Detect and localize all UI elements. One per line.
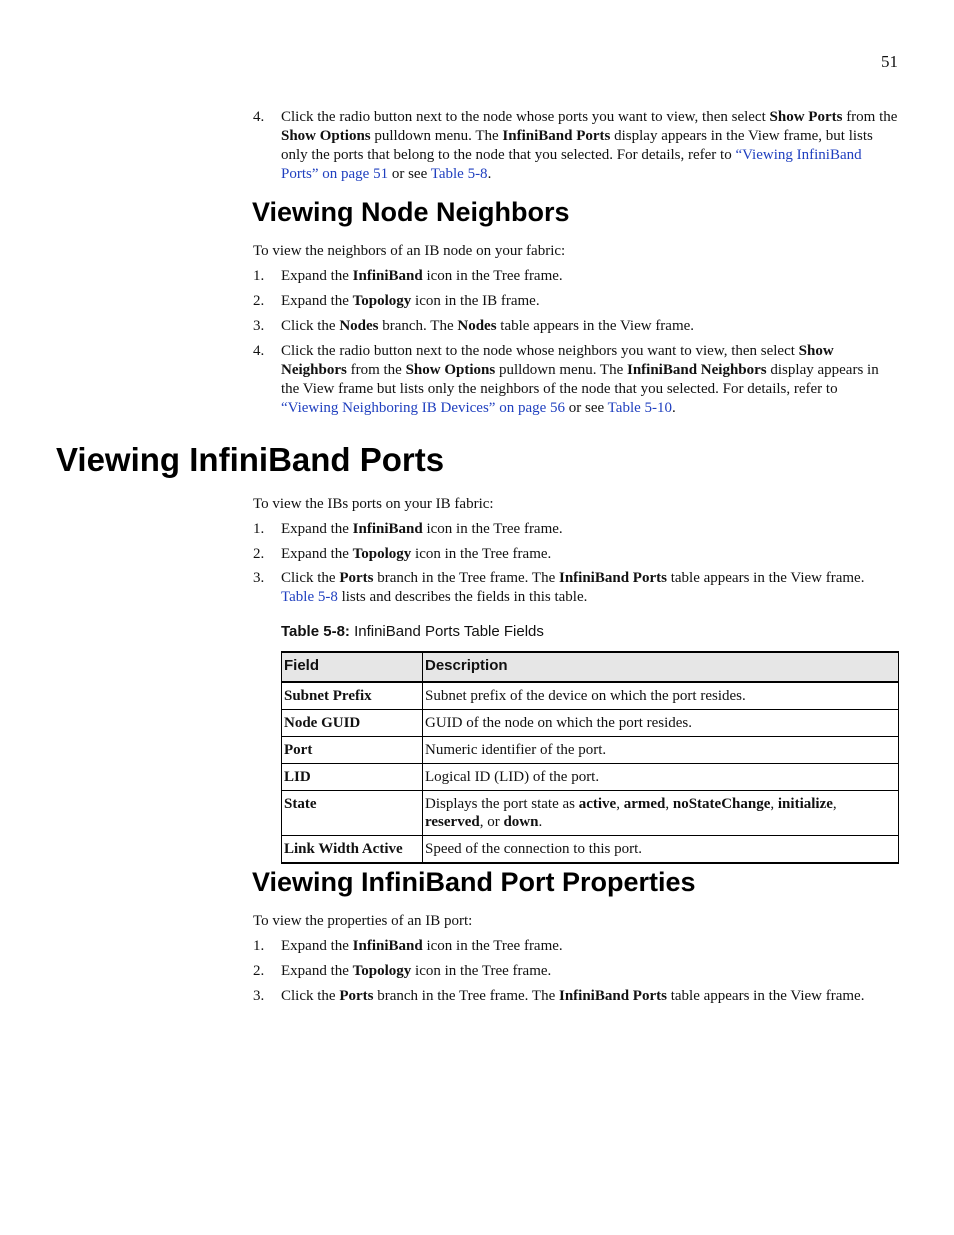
step-number: 2.	[253, 963, 265, 979]
text: branch in the Tree frame. The	[373, 570, 559, 586]
text: icon in the Tree frame.	[422, 268, 563, 284]
neighbors-step-2	[253, 292, 898, 311]
table-row	[282, 791, 899, 836]
step-text	[281, 962, 898, 981]
ports-step-2	[253, 545, 898, 564]
field-cell: State	[282, 791, 423, 836]
step-text	[281, 520, 898, 539]
text: Expand the	[281, 268, 353, 284]
ui-term: InfiniBand Ports	[559, 570, 667, 586]
neighbors-step-1	[253, 267, 898, 286]
text: Expand the	[281, 938, 353, 954]
ui-term: InfiniBand Ports	[559, 988, 667, 1004]
step-number: 3.	[253, 988, 265, 1004]
text: Expand the	[281, 293, 353, 309]
neighbors-step-3	[253, 317, 898, 336]
ui-term: Show Options	[281, 128, 371, 144]
ui-term: Nodes	[339, 318, 379, 334]
text: Expand the	[281, 521, 353, 537]
field-cell: Subnet Prefix	[282, 682, 423, 710]
table-row	[282, 737, 899, 764]
step-number: 1.	[253, 268, 265, 284]
caption-label: Table 5-8:	[281, 623, 350, 640]
step-text	[281, 317, 898, 336]
ui-term: Topology	[352, 546, 412, 562]
step-number: 2.	[253, 546, 265, 562]
ui-term: InfiniBand Ports	[502, 128, 611, 144]
text: ,	[616, 796, 624, 812]
table-row	[282, 764, 899, 791]
text: lists and describes the fields in this table.	[337, 589, 588, 605]
field-cell: Link Width Active	[282, 836, 423, 864]
properties-step-1	[253, 937, 898, 956]
ui-term: InfiniBand	[352, 938, 423, 954]
description-cell	[423, 791, 899, 836]
field-cell: Node GUID	[282, 710, 423, 737]
step-text	[281, 937, 898, 956]
heading-viewing-infiniband-port-properties: Viewing InfiniBand Port Properties	[252, 867, 696, 897]
field-cell: LID	[282, 764, 423, 791]
text: icon in the Tree frame.	[411, 963, 552, 979]
text: pulldown menu. The	[370, 128, 503, 144]
xref-table-5-8[interactable]: Table 5-8	[281, 589, 338, 605]
text: from the	[346, 362, 406, 378]
field-cell: Port	[282, 737, 423, 764]
ui-term: InfiniBand	[352, 521, 423, 537]
text: table appears in the View frame.	[496, 318, 695, 334]
text: Click the	[281, 988, 340, 1004]
ui-term: InfiniBand Neighbors	[627, 362, 767, 378]
properties-step-3	[253, 987, 898, 1006]
step-number: 3.	[253, 570, 265, 586]
table-header-row	[282, 652, 899, 682]
text: Click the	[281, 318, 340, 334]
step-text	[281, 267, 898, 286]
text: or see	[565, 400, 608, 416]
caption-text: InfiniBand Ports Table Fields	[349, 623, 544, 640]
ui-term: InfiniBand	[352, 268, 423, 284]
xref-table-5-10[interactable]: Table 5-10	[607, 400, 673, 416]
step-number: 2.	[253, 293, 265, 309]
text: branch in the Tree frame. The	[373, 988, 559, 1004]
description-cell: GUID of the node on which the port resides.	[423, 710, 899, 737]
step-number: 1.	[253, 521, 265, 537]
column-header-field: Field	[282, 652, 423, 682]
ports-intro: To view the IBs ports on your IB fabric:	[253, 496, 494, 512]
text: icon in the Tree frame.	[422, 938, 563, 954]
text: .	[487, 166, 492, 182]
table-row	[282, 682, 899, 710]
text: .	[538, 814, 543, 830]
text: Click the radio button next to the node whose ports you want to view, then select	[281, 109, 770, 125]
text: Click the radio button next to the node whose neighbors you want to view, then select	[281, 343, 799, 359]
table-row	[282, 836, 899, 864]
page-number: 51	[881, 52, 898, 71]
description-cell: Subnet prefix of the device on which the port resides.	[423, 682, 899, 710]
step-number: 4.	[253, 343, 265, 359]
heading-viewing-node-neighbors: Viewing Node Neighbors	[252, 197, 570, 227]
text: ,	[770, 796, 778, 812]
text: or see	[388, 166, 431, 182]
text: Click the	[281, 570, 340, 586]
text: .	[672, 400, 676, 416]
column-header-description: Description	[423, 652, 899, 682]
state-value: active	[578, 796, 617, 812]
ports-step-1	[253, 520, 898, 539]
step-text	[281, 545, 898, 564]
xref-table-5-8[interactable]: Table 5-8	[430, 166, 488, 182]
description-cell: Logical ID (LID) of the port.	[423, 764, 899, 791]
text: Expand the	[281, 546, 353, 562]
text: ,	[665, 796, 673, 812]
ui-term: Show Ports	[769, 109, 843, 125]
heading-viewing-infiniband-ports: Viewing InfiniBand Ports	[56, 441, 445, 478]
intro-step-4	[253, 108, 898, 184]
text: pulldown menu. The	[495, 362, 627, 378]
text: branch. The	[378, 318, 458, 334]
table-caption	[281, 622, 544, 641]
description-cell: Speed of the connection to this port.	[423, 836, 899, 864]
step-text	[281, 987, 898, 1006]
text: icon in the IB frame.	[411, 293, 540, 309]
text: Displays the port state as	[425, 796, 579, 812]
text: from the	[842, 109, 898, 125]
text: display appears in the View frame but lists only the neighbors of the node that you selected. For details, refer to	[281, 362, 879, 397]
table-row	[282, 710, 899, 737]
text: Expand the	[281, 963, 353, 979]
step-text	[281, 292, 898, 311]
step-number: 1.	[253, 938, 265, 954]
description-cell: Numeric identifier of the port.	[423, 737, 899, 764]
step-text	[281, 108, 898, 184]
state-value: reserved	[425, 814, 480, 830]
xref-viewing-infiniband-ports[interactable]: “Viewing InfiniBand Ports” on page 51	[281, 147, 862, 182]
ui-term: Show Options	[405, 362, 496, 378]
ui-term: Show Neighbors	[281, 343, 834, 378]
text: display appears in the View frame, but lists only the ports that belong to the node that you selected. For details, refer to	[281, 128, 873, 163]
state-value: armed	[623, 796, 666, 812]
step-number: 4.	[253, 109, 265, 125]
step-text	[281, 342, 898, 418]
state-value: initialize	[777, 796, 833, 812]
text: icon in the Tree frame.	[411, 546, 552, 562]
ui-term: Nodes	[457, 318, 497, 334]
text: table appears in the View frame.	[666, 988, 865, 1004]
ports-step-3	[253, 569, 898, 607]
ui-term: Ports	[339, 988, 374, 1004]
infiniband-ports-table	[281, 651, 899, 864]
ui-term: Topology	[352, 963, 412, 979]
ui-term: Topology	[352, 293, 412, 309]
text: ,	[832, 796, 837, 812]
text: table appears in the View frame.	[666, 570, 865, 586]
neighbors-intro: To view the neighbors of an IB node on your fabric:	[253, 243, 566, 259]
step-text	[281, 569, 898, 607]
state-value: down	[503, 814, 539, 830]
text: icon in the Tree frame.	[422, 521, 563, 537]
properties-intro: To view the properties of an IB port:	[253, 913, 473, 929]
text: , or	[479, 814, 504, 830]
properties-step-2	[253, 962, 898, 981]
step-number: 3.	[253, 318, 265, 334]
state-value: noStateChange	[672, 796, 771, 812]
xref-viewing-neighboring-ib-devices[interactable]: “Viewing Neighboring IB Devices” on page 56	[281, 400, 566, 416]
neighbors-step-4	[253, 342, 898, 418]
ui-term: Ports	[339, 570, 374, 586]
